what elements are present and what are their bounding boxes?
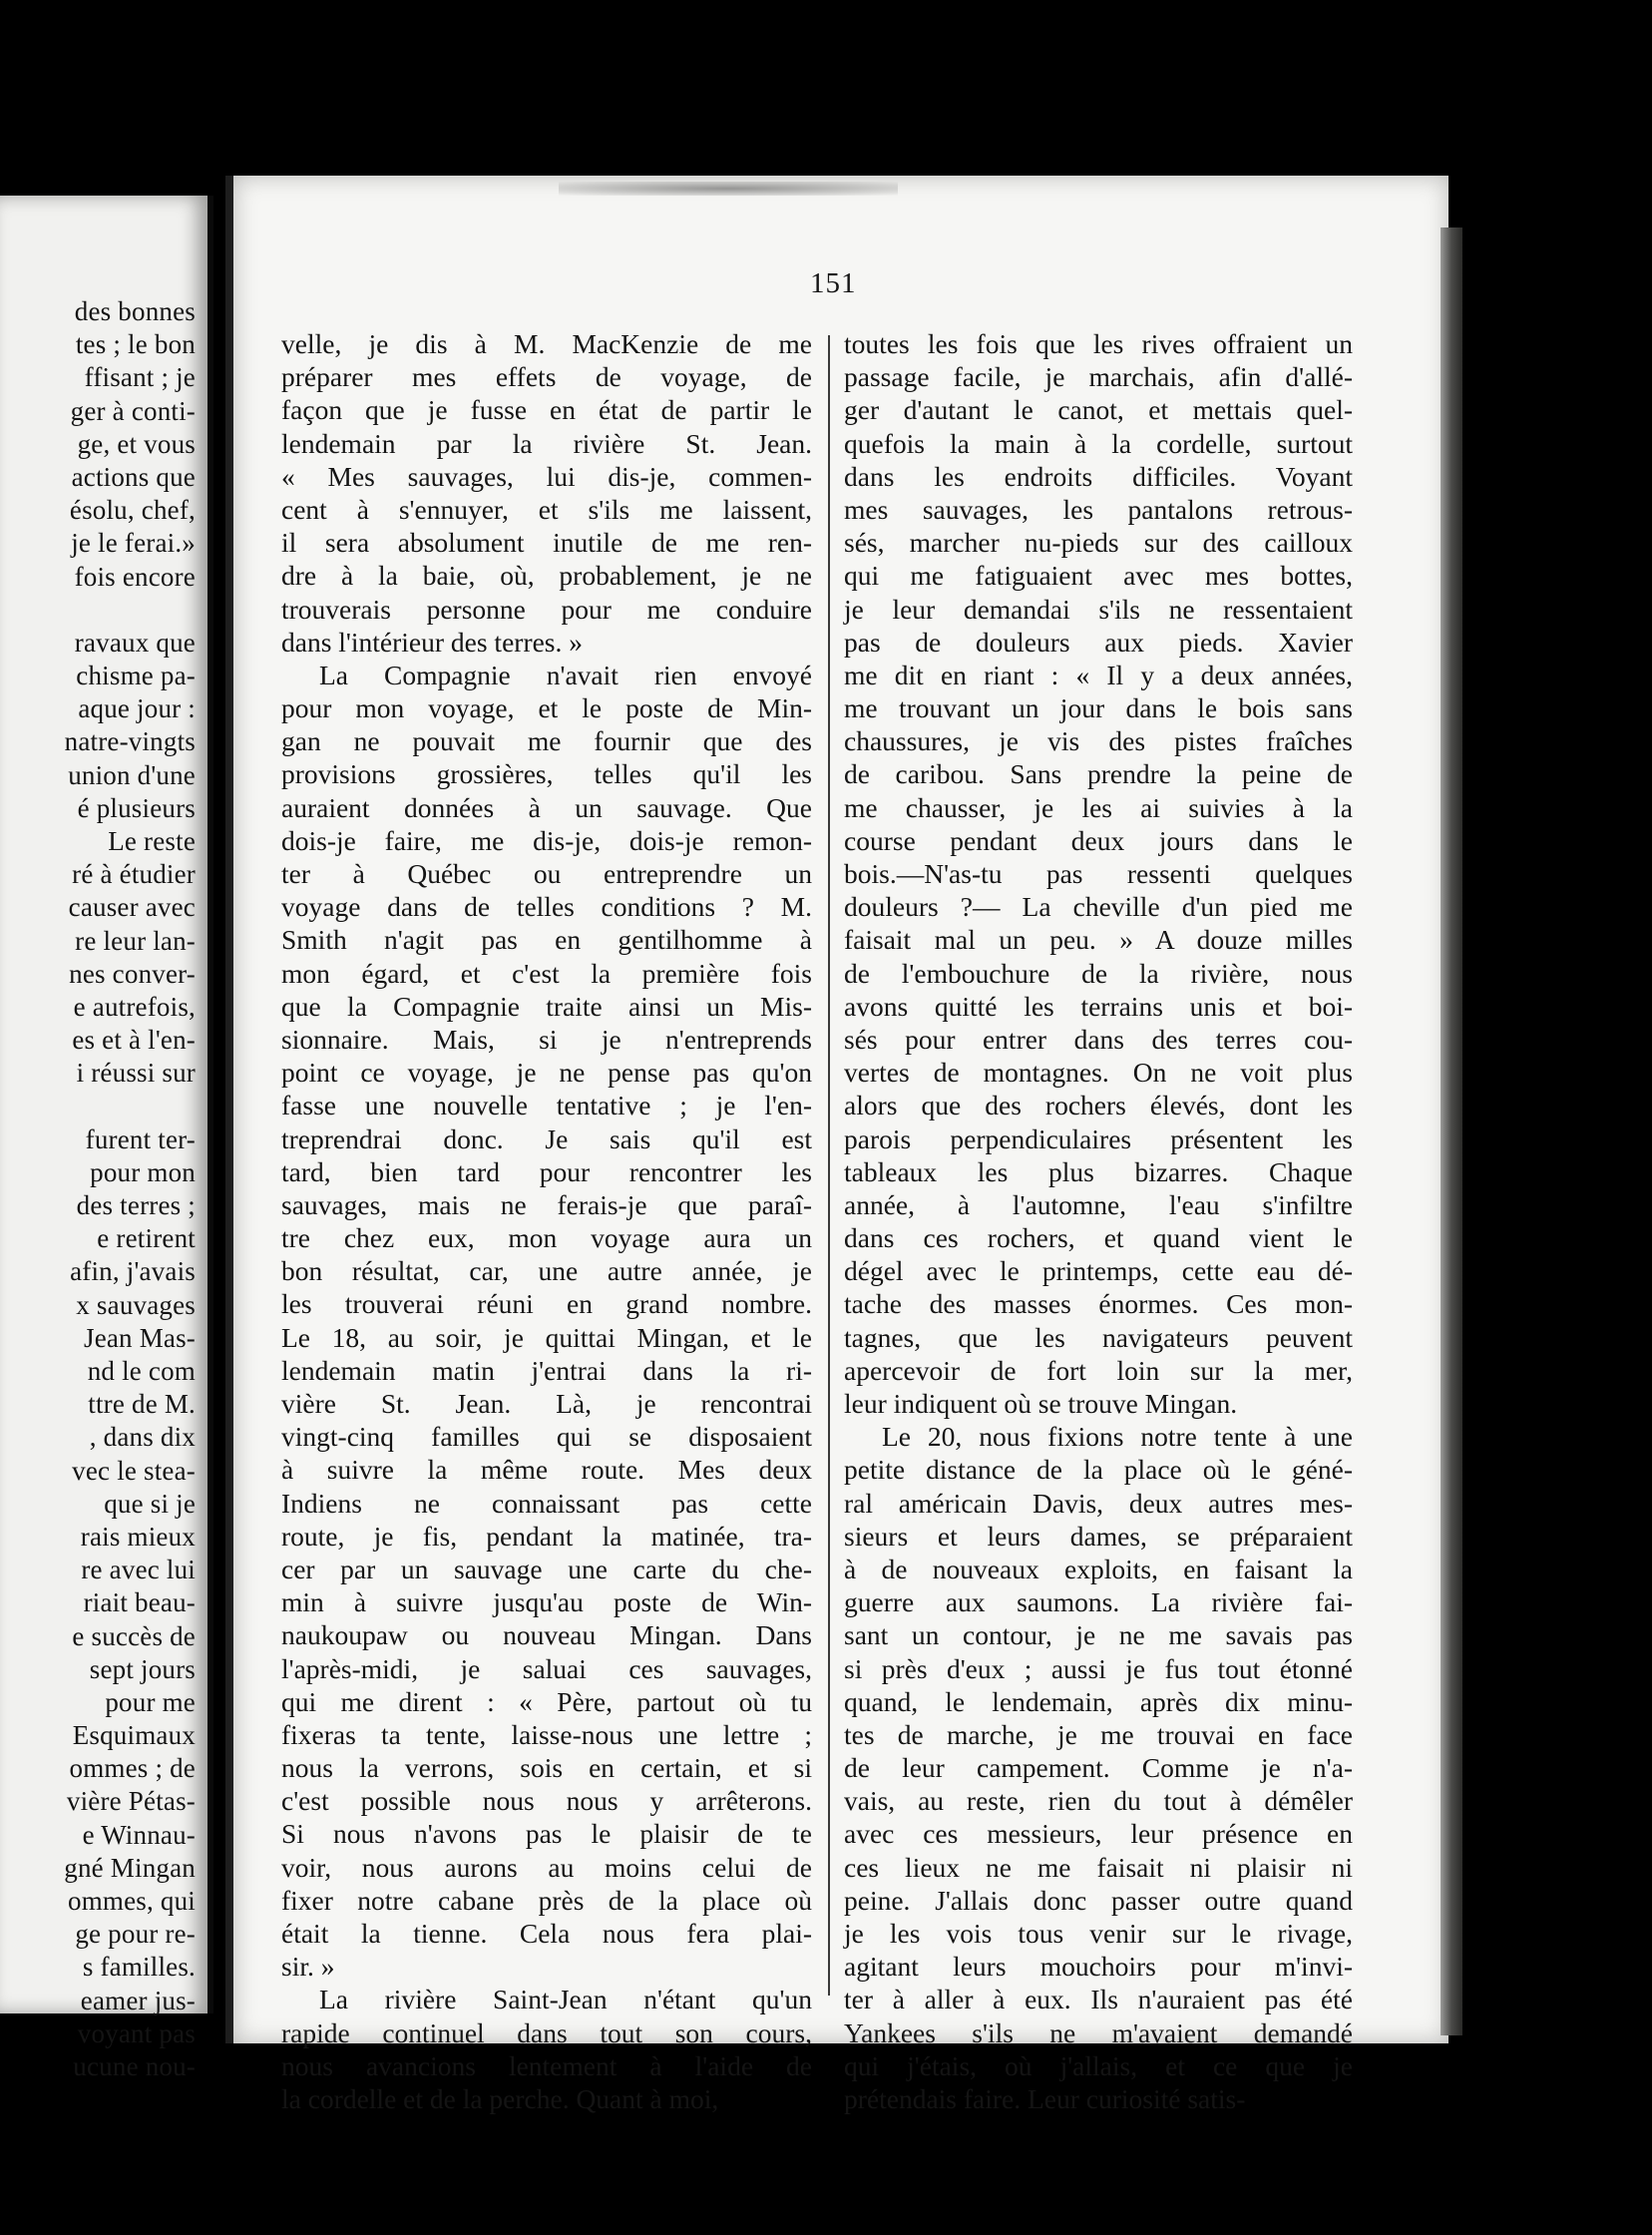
text-line: fixeras ta tente, laisse-nous une lettre ; (281, 1718, 812, 1750)
text-line: min à suivre jusqu'au poste de Win- (281, 1586, 812, 1618)
text-line: pour me (105, 1686, 196, 1717)
text-column-left (281, 327, 812, 2115)
text-line: les trouverai réuni en grand nombre. (281, 1288, 812, 1320)
text-line: treprendrai donc. Je sais qu'il est (281, 1122, 812, 1154)
text-line: de l'embouchure de la rivière, nous (844, 957, 1353, 989)
text-line: dans l'intérieur des terres. » (281, 626, 584, 658)
text-line: faisait mal un peu. » A douze milles (844, 924, 1353, 956)
text-line: x sauvages (76, 1289, 196, 1320)
text-line: sauvages, mais ne ferais-je que paraî- (281, 1188, 812, 1220)
text-line: rapide continuel dans tout son cours, (281, 2016, 812, 2048)
text-line: ter à aller à eux. Ils n'auraient pas été (844, 1984, 1353, 2015)
text-line: des terres ; (76, 1190, 196, 1221)
text-line: ces lieux ne me faisait ni plaisir ni (844, 1851, 1353, 1883)
text-line: Le 18, au soir, je quittai Mingan, et le (281, 1321, 812, 1353)
text-line: ral américain Davis, deux autres mes- (844, 1487, 1353, 1519)
text-line: vais, au reste, rien du tout à démêler (844, 1785, 1353, 1817)
text-line: parois perpendiculaires présentent les (844, 1122, 1353, 1154)
text-line: s familles. (82, 1952, 196, 1983)
text-line: tes de marche, je me trouvai en face (844, 1718, 1353, 1750)
text-line: des bonnes (74, 296, 196, 326)
text-line: point ce voyage, je ne pense pas qu'on (281, 1057, 812, 1089)
text-line: Smith n'agit pas en gentilhomme à (281, 924, 812, 956)
text-column-right (844, 327, 1353, 2115)
text-line: Si nous n'avons pas le plaisir de te (281, 1818, 812, 1850)
text-line: tre chez eux, mon voyage aura un (281, 1222, 812, 1254)
text-line: voyant pas (77, 2017, 196, 2048)
text-line: e succès de (72, 1620, 196, 1651)
text-line: i réussi sur (76, 1058, 196, 1089)
text-line: de caribou. Sans prendre la peine de (844, 758, 1353, 790)
text-line: sant un contour, je ne me savais pas (844, 1619, 1353, 1651)
text-line: ommes ; de (69, 1753, 196, 1784)
text-line: fixer notre cabane près de la place où (281, 1884, 812, 1916)
text-line: La rivière Saint-Jean n'étant qu'un (319, 1984, 812, 2015)
text-line: leur indiquent où se trouve Mingan. (844, 1388, 1238, 1419)
text-line: vière St. Jean. Là, je rencontrai (281, 1388, 812, 1419)
text-line: dégel avec le printemps, cette eau dé- (844, 1255, 1353, 1287)
text-line: alors que des rochers élevés, dont les (844, 1090, 1353, 1121)
text-line: quefois la main à la cordelle, surtout (844, 427, 1353, 459)
text-line: pour mon voyage, et le poste de Min- (281, 692, 812, 724)
text-line: l'après-midi, je saluai ces sauvages, (281, 1652, 812, 1684)
text-line: lendemain par la rivière St. Jean. (281, 427, 812, 459)
text-line: qui me dirent : « Père, partout où tu (281, 1685, 812, 1717)
text-line: natre-vingts (64, 726, 196, 757)
text-line: chisme pa- (76, 661, 196, 691)
text-line: route, je fis, pendant la matinée, tra- (281, 1520, 812, 1552)
text-line (0, 1091, 196, 1123)
text-line: me chausser, je les ai suivies à la (844, 791, 1353, 823)
text-line: il sera absolument inutile de me ren- (281, 527, 812, 559)
text-line: pas de douleurs aux pieds. Xavier (844, 626, 1353, 658)
text-line: je les vois tous venir sur le rivage, (844, 1918, 1353, 1949)
text-line: re leur lan- (75, 925, 196, 956)
text-line: tableaux les plus bizarres. Chaque (844, 1155, 1353, 1187)
text-line: prétendais faire. Leur curiosité satis- (844, 2082, 1246, 2114)
text-line: de leur campement. Comme je n'a- (844, 1752, 1353, 1784)
text-line: pour mon (90, 1156, 196, 1187)
page-smudge (559, 182, 898, 196)
text-line: avons quitté les terrains unis et boi- (844, 990, 1353, 1022)
text-line: é plusieurs (77, 792, 196, 823)
text-line: sionnaire. Mais, si je n'entreprends (281, 1023, 812, 1055)
text-line: voir, nous aurons au moins celui de (281, 1851, 812, 1883)
text-line: voyage dans de telles conditions ? M. (281, 891, 812, 923)
text-line: si près d'eux ; aussi je fus tout étonné (844, 1652, 1353, 1684)
text-line: je le ferai.» (71, 528, 196, 559)
text-line: bon résultat, car, une autre année, je (281, 1255, 812, 1287)
text-line: vertes de montagnes. On ne voit plus (844, 1057, 1353, 1089)
text-line: nous avancions lentement à l'aide de (281, 2049, 812, 2081)
previous-page-text (0, 295, 196, 2083)
text-line: cent à s'ennuyer, et s'ils me laissent, (281, 493, 812, 525)
text-line: fois encore (74, 561, 196, 592)
text-line: gan ne pouvait me fournir que des (281, 725, 812, 757)
page-number: 151 (810, 267, 857, 299)
text-line: à suivre la même route. Mes deux (281, 1454, 812, 1486)
text-line: qui me fatiguaient avec mes bottes, (844, 560, 1353, 592)
text-line: dans les endroits difficiles. Voyant (844, 460, 1353, 492)
text-line: afin, j'avais (70, 1256, 196, 1287)
text-line: me trouvant un jour dans le bois sans (844, 692, 1353, 724)
text-line: velle, je dis à M. MacKenzie de me (281, 328, 812, 359)
text-line: e Winnau- (82, 1819, 196, 1850)
text-line: trouverais personne pour me conduire (281, 593, 812, 625)
text-line: petite distance de la place où le géné- (844, 1454, 1353, 1486)
text-line: nes conver- (69, 958, 196, 989)
text-line: Le reste (108, 826, 196, 856)
text-line: nous la verrons, sois en certain, et si (281, 1752, 812, 1784)
text-line: agitant leurs mouchoirs pour m'invi- (844, 1951, 1353, 1983)
text-line: ésolu, chef, (69, 495, 196, 526)
text-line: sés, marcher nu-pieds sur des cailloux (844, 527, 1353, 559)
text-line: ré à étudier (72, 859, 196, 890)
text-line: vec le stea- (72, 1455, 196, 1486)
text-line: année, à l'automne, l'eau s'infiltre (844, 1188, 1353, 1220)
text-line: course pendant deux jours dans le (844, 824, 1353, 856)
text-line: lendemain matin j'entrai dans la ri- (281, 1354, 812, 1386)
text-line: que si je (104, 1488, 196, 1519)
text-line: rais mieux (80, 1521, 196, 1552)
text-line: ge, et vous (77, 428, 196, 459)
text-line: à de nouveaux exploits, en faisant la (844, 1553, 1353, 1584)
text-line: re avec lui (81, 1555, 196, 1585)
text-line: tard, bien tard pour rencontrer les (281, 1155, 812, 1187)
text-line: naukoupaw ou nouveau Mingan. Dans (281, 1619, 812, 1651)
text-line: ger à conti- (70, 395, 196, 426)
text-line: guerre aux saumons. La rivière fai- (844, 1586, 1353, 1618)
page-edge (1441, 227, 1462, 2035)
text-line: sept jours (89, 1653, 196, 1684)
text-line: passage facile, je marchais, afin d'allé- (844, 361, 1353, 393)
text-line: fasse une nouvelle tentative ; je l'en- (281, 1090, 812, 1121)
text-line: préparer mes effets de voyage, de (281, 361, 812, 393)
text-line: la cordelle et de la perche. Quant à moi, (281, 2082, 719, 2114)
text-line: provisions grossières, telles qu'il les (281, 758, 812, 790)
text-line: douleurs ?— La cheville d'un pied me (844, 891, 1353, 923)
text-line: auraient données à un sauvage. Que (281, 791, 812, 823)
text-line: sieurs et leurs dames, se préparaient (844, 1520, 1353, 1552)
text-line: actions que (71, 461, 196, 492)
text-line: dre à la baie, où, probablement, je ne (281, 560, 812, 592)
text-line: , dans dix (89, 1422, 196, 1453)
column-divider (828, 335, 830, 1996)
text-line: cer par un sauvage une carte du che- (281, 1553, 812, 1584)
text-line: e retirent (97, 1223, 196, 1254)
text-line: aque jour : (78, 693, 196, 724)
text-line: sir. » (281, 1951, 335, 1983)
text-line: causer avec (68, 892, 196, 923)
text-line: sés pour entrer dans des terres cou- (844, 1023, 1353, 1055)
text-line: gné Mingan (64, 1852, 196, 1883)
text-line: es et à l'en- (72, 1025, 196, 1056)
text-line: je leur demandai s'ils ne ressentaient (844, 593, 1353, 625)
text-line: qui j'étais, où j'allais, et ce que je (844, 2049, 1353, 2081)
text-line: riait beau- (83, 1587, 196, 1618)
text-line: union d'une (68, 759, 196, 790)
text-line: mon égard, et c'est la première fois (281, 957, 812, 989)
text-line: furent ter- (85, 1123, 196, 1154)
text-line: ffisant ; je (84, 362, 196, 393)
text-line: peine. J'allais donc passer outre quand (844, 1884, 1353, 1916)
previous-page-fragment (0, 196, 213, 2081)
text-line: toutes les fois que les rives offraient un (844, 328, 1353, 359)
text-line: ter à Québec ou entreprendre un (281, 858, 812, 889)
text-line: ger d'autant le canot, et mettais quel- (844, 394, 1353, 426)
text-line: « Mes sauvages, lui dis-je, commen- (281, 460, 812, 492)
text-line: ttre de M. (88, 1389, 196, 1420)
text-line: Indiens ne connaissant pas cette (281, 1487, 812, 1519)
text-line: apercevoir de fort loin sur la mer, (844, 1354, 1353, 1386)
text-line: ravaux que (74, 627, 196, 658)
text-line: façon que je fusse en état de partir le (281, 394, 812, 426)
text-line: ge pour re- (75, 1919, 196, 1950)
text-line: dois-je faire, me dis-je, dois-je remon- (281, 824, 812, 856)
text-line: avec ces messieurs, leur présence en (844, 1818, 1353, 1850)
text-line: que la Compagnie traite ainsi un Mis- (281, 990, 812, 1022)
text-line: chaussures, je vis des pistes fraîches (844, 725, 1353, 757)
text-line: ommes, qui (68, 1886, 196, 1916)
text-line: dans ces rochers, et quand vient le (844, 1222, 1353, 1254)
text-line: vière Pétas- (66, 1786, 196, 1817)
text-line: quand, le lendemain, après dix minu- (844, 1685, 1353, 1717)
text-line: mes sauvages, les pantalons retrous- (844, 493, 1353, 525)
text-line: tagnes, que les navigateurs peuvent (844, 1321, 1353, 1353)
text-line: me dit en riant : « Il y a deux années, (844, 659, 1353, 690)
text-line: Jean Mas- (83, 1322, 196, 1353)
text-line: ucune nou- (73, 2050, 196, 2081)
text-line: tache des masses énormes. Ces mon- (844, 1288, 1353, 1320)
text-line: était la tienne. Cela nous fera plai- (281, 1918, 812, 1949)
text-line: bois.—N'as-tu pas ressenti quelques (844, 858, 1353, 889)
text-line: e autrefois, (73, 991, 196, 1022)
text-line: Yankees s'ils ne m'avaient demandé (844, 2016, 1353, 2048)
text-line: Le 20, nous fixions notre tente à une (882, 1421, 1353, 1453)
text-line: eamer jus- (80, 1985, 196, 2015)
text-line: tes ; le bon (75, 329, 196, 360)
text-line: nd le com (87, 1356, 196, 1386)
text-line: Esquimaux (72, 1720, 196, 1751)
text-line: La Compagnie n'avait rien envoyé (319, 659, 812, 690)
text-line (0, 594, 196, 627)
text-line: vingt-cinq familles qui se disposaient (281, 1421, 812, 1453)
text-line: c'est possible nous nous y arrêterons. (281, 1785, 812, 1817)
